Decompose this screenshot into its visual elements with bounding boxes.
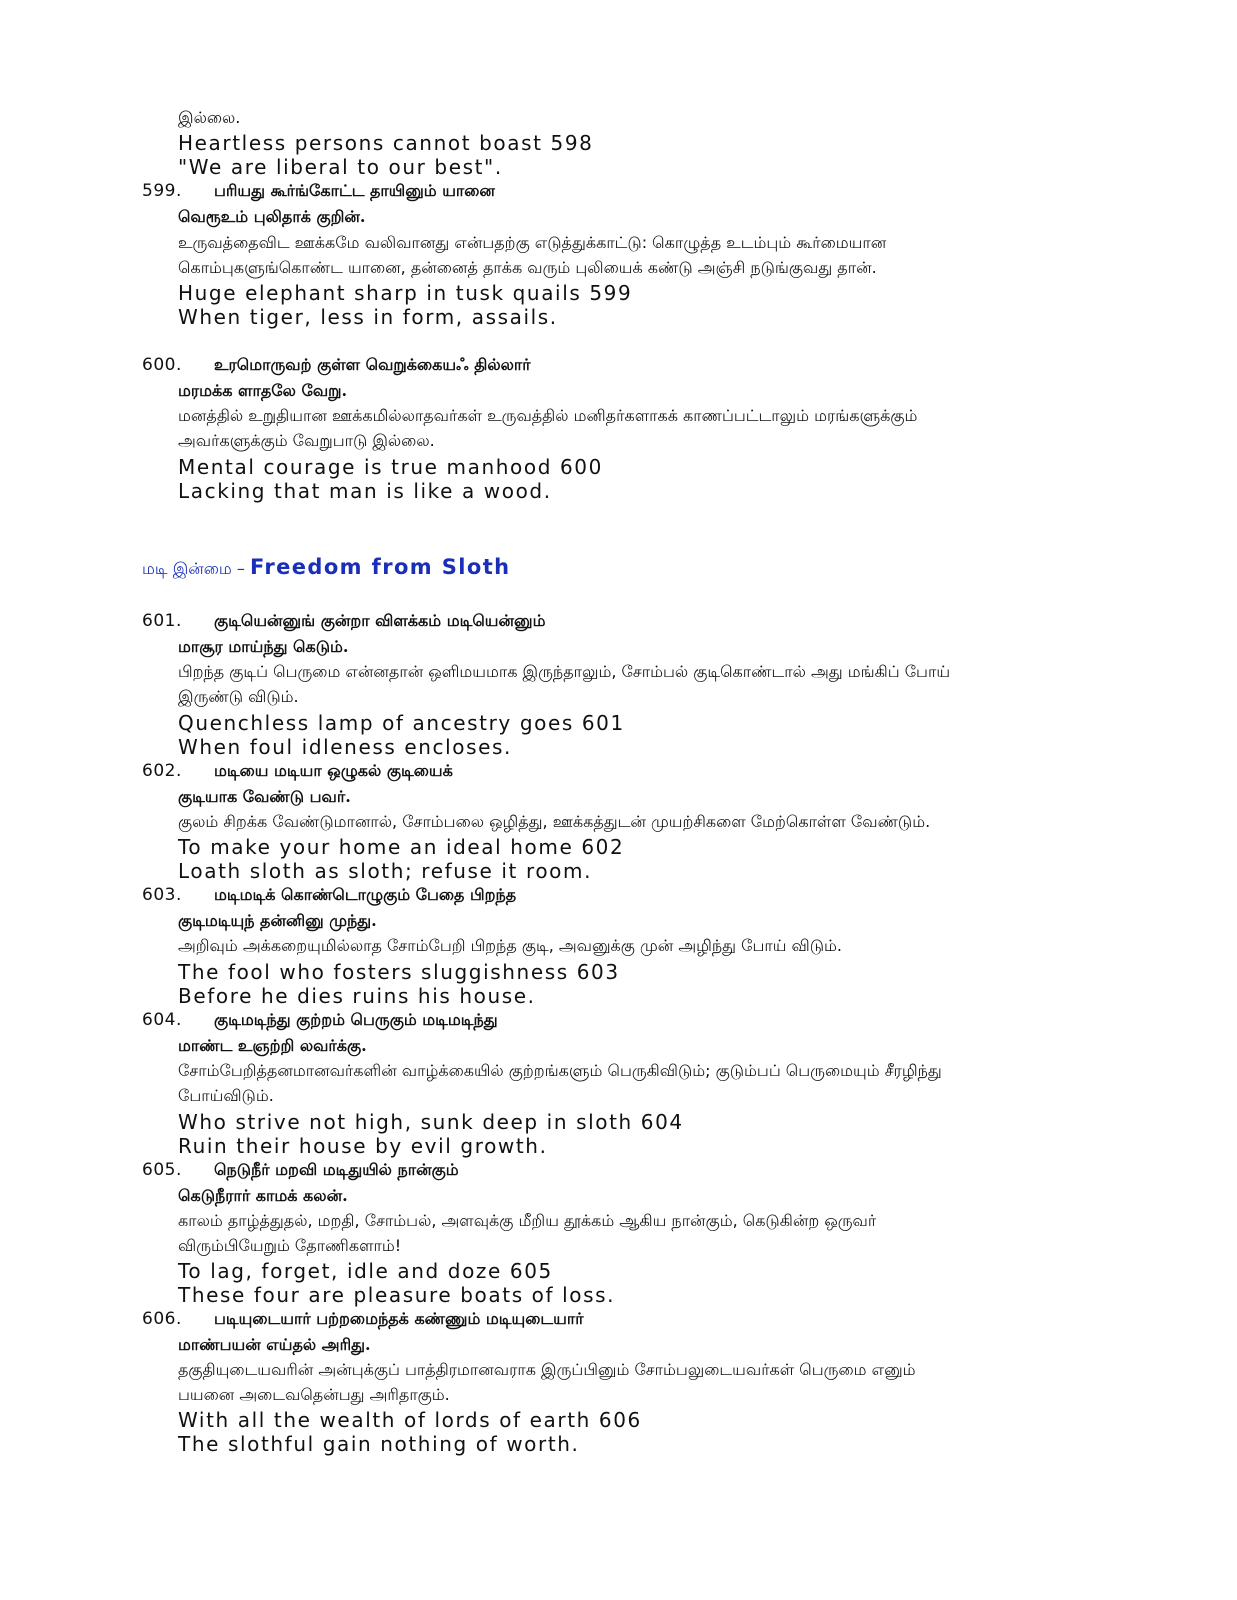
couplet-english-line-2: The slothful gain nothing of worth. — [178, 1432, 580, 1456]
couplet-verse-line-2: மரமக்க ளாதலே வேறு. — [178, 381, 348, 400]
couplet-verse-line-1: மடிமடிக் கொண்டொழுகும் பேதை பிறந்த — [214, 885, 517, 904]
couplet-meaning-line-2: இருண்டு விடும். — [178, 687, 299, 706]
couplet-verse-line-1: குடியென்னுங் குன்றா விளக்கம் மடியென்னும் — [214, 611, 546, 630]
couplet-number: 606. — [142, 1309, 182, 1329]
section-heading — [142, 554, 511, 582]
couplet-meaning-line-2: விரும்பியேறும் தோணிகளாம்! — [178, 1236, 402, 1255]
couplet-english-line-1: Quenchless lamp of ancestry goes 601 — [178, 711, 625, 735]
couplet-number: 604. — [142, 1010, 182, 1030]
couplet-verse-line-1: உரமொருவற் குள்ள வெறுக்கையஃ தில்லார் — [214, 355, 531, 374]
couplet-english-line-2: Ruin their house by evil growth. — [178, 1134, 548, 1158]
couplet-meaning-line-1: பிறந்த குடிப் பெருமை என்னதான் ஒளிமயமாக இருந்தாலும், சோம்பல் குடிகொண்டால் அது மங்கிப் போய் — [178, 662, 951, 681]
couplet-meaning-line-1: உருவத்தைவிட ஊக்கமே வலிவானது என்பதற்கு எடுத்துக்காட்டு: கொழுத்த உடம்பும் கூர்மையான — [178, 233, 887, 252]
couplet-english-line-2: When foul idleness encloses. — [178, 735, 513, 759]
couplet-verse-line-2: மாண்ட உஞற்றி லவர்க்கு. — [178, 1036, 367, 1055]
couplet-english-line-1: Huge elephant sharp in tusk quails 599 — [178, 281, 633, 305]
couplet-english-line-2: When tiger, less in form, assails. — [178, 305, 558, 329]
couplet-verse-line-1: மடியை மடியா ஒழுகல் குடியைக் — [214, 761, 453, 780]
intro-english-line-1: Heartless persons cannot boast 598 — [178, 131, 594, 155]
couplet-verse-line-2: குடியாக வேண்டு பவர். — [178, 787, 351, 806]
couplet-english-line-1: To make your home an ideal home 602 — [178, 835, 625, 859]
couplet-verse-line-2: மாண்பயன் எய்தல் அரிது. — [178, 1335, 371, 1354]
couplet-meaning-line-1: தகுதியுடையவரின் அன்புக்குப் பாத்திரமானவராக இருப்பினும் சோம்பலுடையவர்கள் பெருமை எனும் — [178, 1360, 916, 1379]
couplet-english-line-2: Loath sloth as sloth; refuse it room. — [178, 859, 593, 883]
couplet-meaning-line-2: பயனை அடைவதென்பது அரிதாகும். — [178, 1385, 450, 1404]
section-title-english: Freedom from Sloth — [249, 555, 511, 579]
section-title-tamil: மடி இன்மை – — [142, 559, 250, 578]
couplet-meaning-line-1: குலம் சிறக்க வேண்டுமானால், சோம்பலை ஒழித்து, ஊக்கத்துடன் முயற்சிகளை மேற்கொள்ள வேண்டும். — [178, 812, 931, 831]
couplet-meaning-line-1: சோம்பேறித்தனமானவர்களின் வாழ்க்கையில் குற்றங்களும் பெருகிவிடும்; குடும்பப் பெருமையும் சீரழிந்து — [178, 1061, 942, 1080]
couplet-number: 603. — [142, 885, 182, 905]
couplet-english-line-2: Lacking that man is like a wood. — [178, 479, 552, 503]
couplet-number: 599. — [142, 181, 182, 201]
couplet-english-line-2: These four are pleasure boats of loss. — [178, 1283, 616, 1307]
couplet-verse-line-1: படியுடையார் பற்றமைந்தக் கண்ணும் மடியுடையார் — [214, 1309, 584, 1328]
couplet-english-line-1: To lag, forget, idle and doze 605 — [178, 1259, 553, 1283]
couplet-english-line-1: The fool who fosters sluggishness 603 — [178, 960, 620, 984]
couplet-english-line-1: With all the wealth of lords of earth 606 — [178, 1408, 642, 1432]
couplet-verse-line-2: குடிமடியுந் தன்னினு முந்து. — [178, 911, 377, 930]
couplet-number: 605. — [142, 1160, 182, 1180]
couplet-verse-line-1: நெடுநீர் மறவி மடிதுயில் நான்கும் — [214, 1160, 459, 1179]
couplet-meaning-line-2: போய்விடும். — [178, 1086, 274, 1105]
couplet-english-line-1: Who strive not high, sunk deep in sloth 604 — [178, 1110, 684, 1134]
couplet-meaning-line-2: கொம்புகளுங்கொண்ட யானை, தன்னைத் தாக்க வரும் புலியைக் கண்டு அஞ்சி நடுங்குவது தான். — [178, 258, 877, 277]
couplet-number: 600. — [142, 355, 182, 375]
couplet-english-line-2: Before he dies ruins his house. — [178, 984, 536, 1008]
couplet-meaning-line-1: மனத்தில் உறுதியான ஊக்கமில்லாதவர்கள் உருவத்தில் மனிதர்களாகக் காணப்பட்டாலும் மரங்களுக்கும் — [178, 406, 918, 425]
couplet-meaning-line-1: அறிவும் அக்கறையுமில்லாத சோம்பேறி பிறந்த குடி, அவனுக்கு முன் அழிந்து போய் விடும். — [178, 936, 842, 955]
couplet-verse-line-2: மாசூர மாய்ந்து கெடும். — [178, 637, 349, 656]
couplet-number: 601. — [142, 611, 182, 631]
couplet-meaning-line-2: அவர்களுக்கும் வேறுபாடு இல்லை. — [178, 431, 435, 450]
couplet-number: 602. — [142, 761, 182, 781]
couplet-verse-line-2: வெரூஉம் புலிதாக் குறின். — [178, 207, 366, 226]
intro-english-line-2: "We are liberal to our best". — [178, 155, 503, 179]
couplet-english-line-1: Mental courage is true manhood 600 — [178, 455, 603, 479]
couplet-verse-line-2: கெடுநீரார் காமக் கலன். — [178, 1186, 348, 1205]
intro-tamil-end: இல்லை. — [178, 108, 241, 127]
couplet-verse-line-1: பரியது கூர்ங்கோட்ட தாயினும் யானை — [214, 181, 495, 200]
couplet-verse-line-1: குடிமடிந்து குற்றம் பெருகும் மடிமடிந்து — [214, 1010, 498, 1029]
couplet-meaning-line-1: காலம் தாழ்த்துதல், மறதி, சோம்பல், அளவுக்கு மீறிய தூக்கம் ஆகிய நான்கும், கெடுகின்ற ஒருவர் — [178, 1211, 877, 1230]
